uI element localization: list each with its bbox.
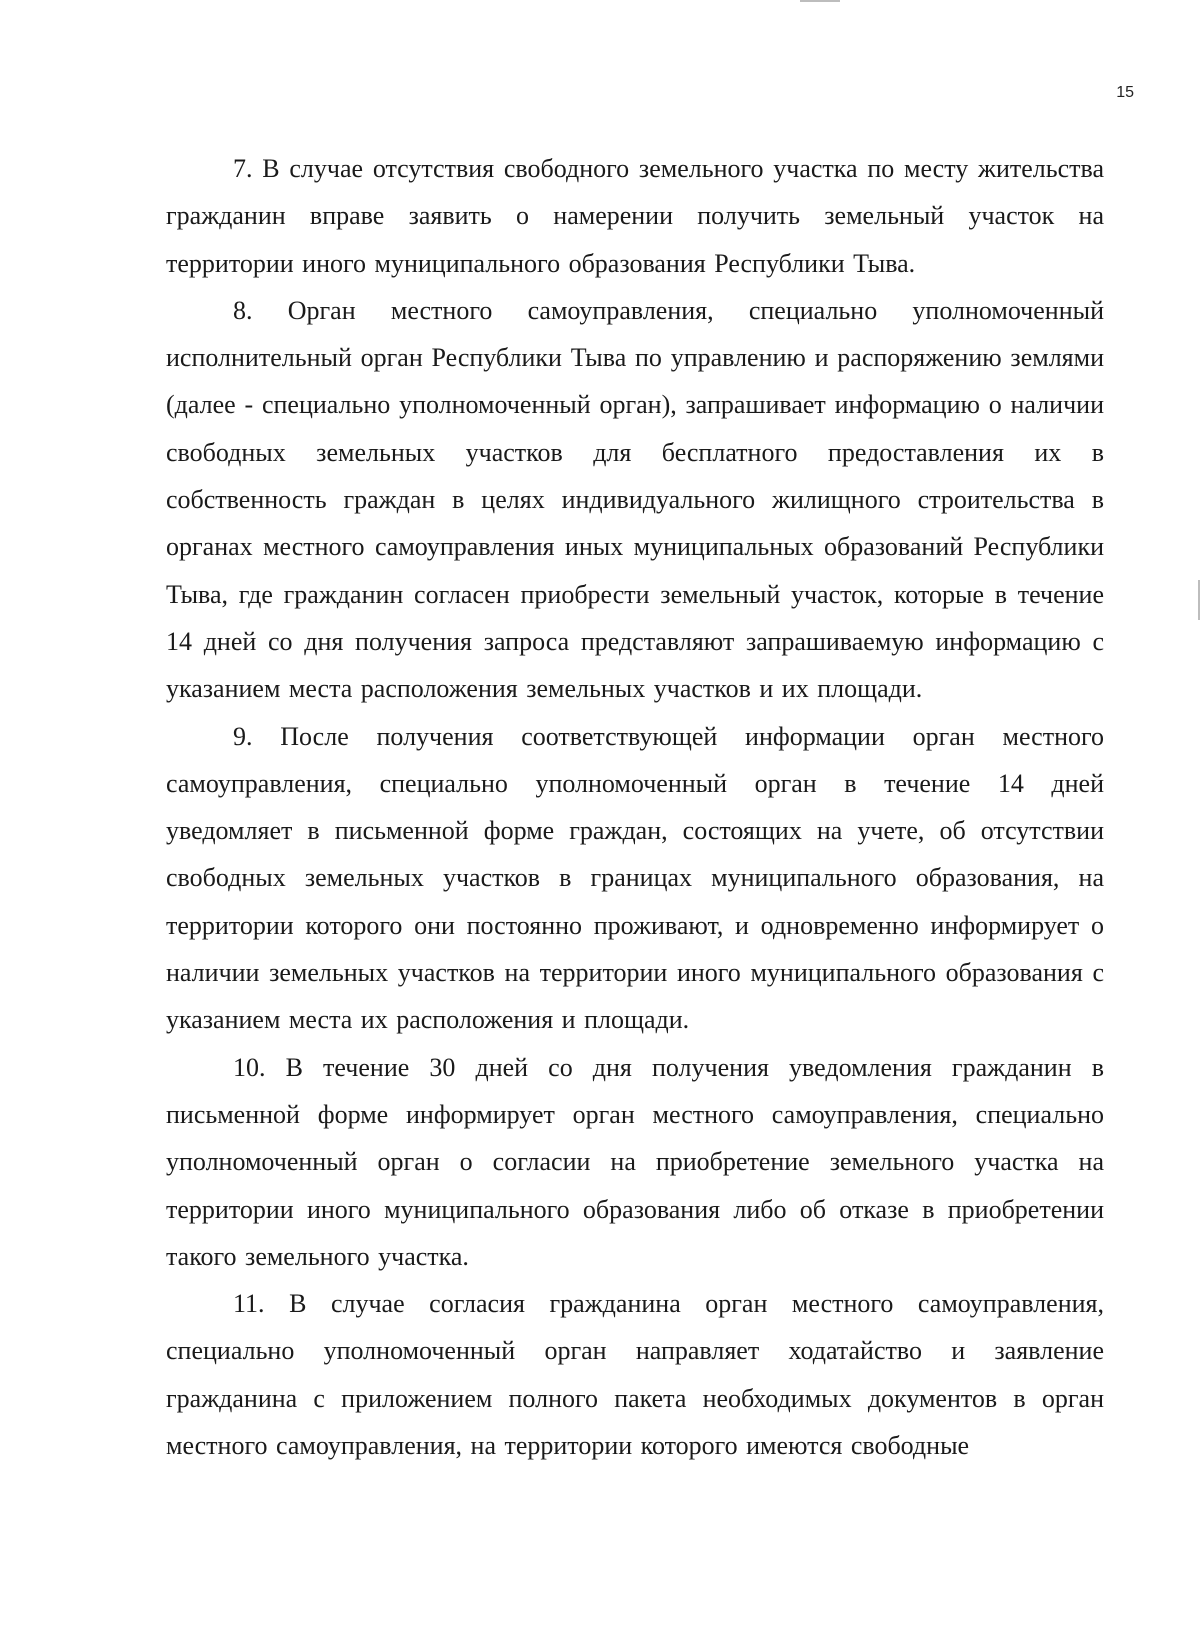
paragraph-10: 10. В течение 30 дней со дня получения уведомления гражданин в письменной форме информирует орган местного самоуправления, специально уполномоченный орган о согласии на приобретение земельного участка на территории иного муниципального образования либо об отказе в приобретении такого земельного участка. [166,1052,1104,1271]
page-number: 15 [1116,84,1134,101]
paragraph-8: 8. Орган местного самоуправления, специально уполномоченный исполнительный орган Республики Тыва по управлению и распоряжению землями (далее - специально уполномоченный орган), запрашивает информацию о наличии свободных земельных участков для бесплатного предоставления их в собственность граждан в целях индивидуального жилищного строительства в органах местного самоуправления иных муниципальных образований Республики Тыва, где гражданин согласен приобрести земельный участок, которые в течение 14 дней со дня получения запроса представляют запрашиваемую информацию с указанием места расположения земельных участков и их площади. [166,295,1104,704]
paragraph-7: 7. В случае отсутствия свободного земельного участка по месту жительства гражданин вправе заявить о намерении получить земельный участок на территории иного муниципального образования Республики Тыва. [166,154,1104,278]
document-body [166,145,1104,1469]
paragraph-9: 9. После получения соответствующей информации орган местного самоуправления, специально уполномоченный орган в течение 14 дней уведомляет в письменной форме граждан, состоящих на учете, об отсутствии свободных земельных участков в границах муниципального образования, на территории которого они постоянно проживают, и одновременно информирует о наличии земельных участков на территории иного муниципального образования с указанием места их расположения и площади. [166,721,1104,1035]
paragraph-11: 11. В случае согласия гражданина орган местного самоуправления, специально уполномоченный орган направляет ходатайство и заявление гражданина с приложением полного пакета необходимых документов в орган местного самоуправления, на территории которого имеются свободные [166,1289,1104,1461]
scan-artifact-top [800,0,840,2]
